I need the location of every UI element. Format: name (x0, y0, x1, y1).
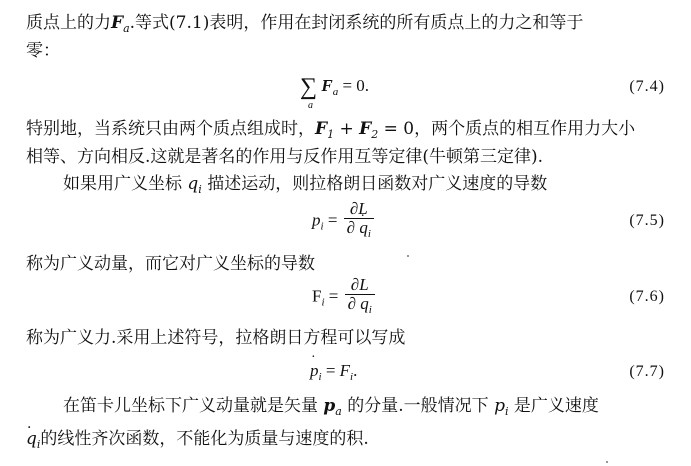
equation-7-7 (310, 361, 357, 383)
fraction-numerator (344, 200, 374, 219)
fraction (345, 276, 375, 319)
fraction-numerator (345, 276, 375, 295)
math-symbol: p (494, 396, 505, 416)
math-symbol: F (312, 286, 322, 306)
math-symbol: p (312, 210, 321, 230)
math-subscript: i (321, 296, 325, 309)
paragraph-line-3 (26, 118, 677, 146)
math-operator: = (325, 361, 336, 380)
math-subscript: i (350, 371, 354, 383)
equation-number: (7.7) (629, 363, 665, 380)
math-subscript: a (335, 405, 342, 418)
paragraph-line-6 (26, 253, 677, 275)
text-segment: 的分量.一般情况下 (347, 396, 489, 416)
math-symbol: F (321, 76, 333, 95)
math-symbol: F (339, 361, 351, 380)
equation-7-4 (300, 74, 370, 111)
math-subscript: i (318, 371, 322, 383)
partial-symbol: ∂ (350, 275, 360, 294)
paragraph-line-7 (26, 327, 677, 349)
math-subscript: a (123, 22, 130, 35)
text-segment: 是广义速度 (513, 396, 599, 416)
paragraph-line-1 (26, 12, 677, 40)
fraction-denominator (345, 295, 375, 319)
math-subscript: i (36, 438, 41, 451)
math-subscript: i (320, 220, 324, 233)
math-symbol: F (111, 13, 124, 33)
equation-number: (7.6) (629, 288, 665, 305)
text-segment: .等式(7.1)表明，作用在封闭系统的所有质点上的力之和等于 (129, 13, 584, 33)
text-segment: 称为广义动量，而它对广义坐标的导数 (26, 254, 315, 274)
math-symbol: q (360, 294, 369, 313)
text-segment: 如果用广义坐标 (63, 174, 182, 194)
text-segment: 相等、方向相反.这就是著名的作用与反作用互等定律(牛顿第三定律). (26, 147, 544, 167)
partial-symbol: ∂ (347, 294, 357, 313)
math-symbol: F (359, 119, 372, 139)
equation-number: (7.4) (629, 78, 665, 95)
math-subscript: 2 (371, 128, 379, 141)
math-subscript: 1 (327, 128, 335, 141)
text-segment: 特别地，当系统只由两个质点组成时， (26, 119, 315, 139)
math-symbol: · q (26, 428, 37, 450)
partial-symbol: ∂ (349, 199, 359, 218)
text-segment: 的线性齐次函数，不能化为质量与速度的积. (40, 429, 369, 449)
math-operator: + (339, 119, 354, 139)
math-symbol: F (315, 119, 328, 139)
equation-7-6 (312, 276, 377, 319)
paragraph-line-9 (26, 428, 677, 456)
scan-speck (606, 461, 608, 463)
text-segment: 零： (26, 41, 60, 61)
math-subscript: i (198, 183, 202, 196)
math-subscript: a (332, 86, 339, 98)
equation-7-5 (312, 200, 376, 243)
equation-number: (7.5) (629, 212, 665, 229)
math-symbol: q (187, 174, 199, 194)
math-period: . (353, 361, 358, 380)
math-symbol: p (323, 396, 336, 416)
math-subscript: i (367, 228, 371, 240)
fraction-denominator (344, 219, 374, 243)
text-segment: 在笛卡儿坐标下广义动量就是矢量 (63, 396, 318, 416)
math-operator: = (327, 210, 338, 230)
math-symbol: · p (310, 361, 319, 381)
partial-symbol: ∂ (346, 218, 356, 237)
sum-symbol: ∑ (300, 74, 318, 100)
paragraph-line-2 (26, 40, 677, 62)
paragraph-line-8 (63, 395, 677, 423)
math-operator: = (328, 286, 339, 306)
math-rhs: = 0. (342, 76, 370, 95)
math-operator: = 0 (383, 119, 415, 139)
text-segment: 质点上的力 (26, 13, 111, 33)
fraction (344, 200, 374, 243)
text-segment: 描述运动，则拉格朗日函数对广义速度的导数 (207, 174, 548, 194)
paragraph-line-5 (63, 173, 677, 201)
math-symbol: · q (359, 219, 368, 237)
math-subscript: a (308, 100, 313, 111)
paragraph-line-4 (26, 146, 677, 168)
text-segment: 称为广义力.采用上述符号，拉格朗日方程可以写成 (26, 328, 406, 348)
math-subscript: i (368, 304, 372, 316)
math-symbol: L (359, 275, 369, 294)
math-symbol: L (358, 199, 368, 218)
scan-speck (407, 255, 409, 257)
text-segment: ，两个质点的相互作用力大小 (414, 119, 636, 139)
math-subscript: i (504, 405, 509, 418)
